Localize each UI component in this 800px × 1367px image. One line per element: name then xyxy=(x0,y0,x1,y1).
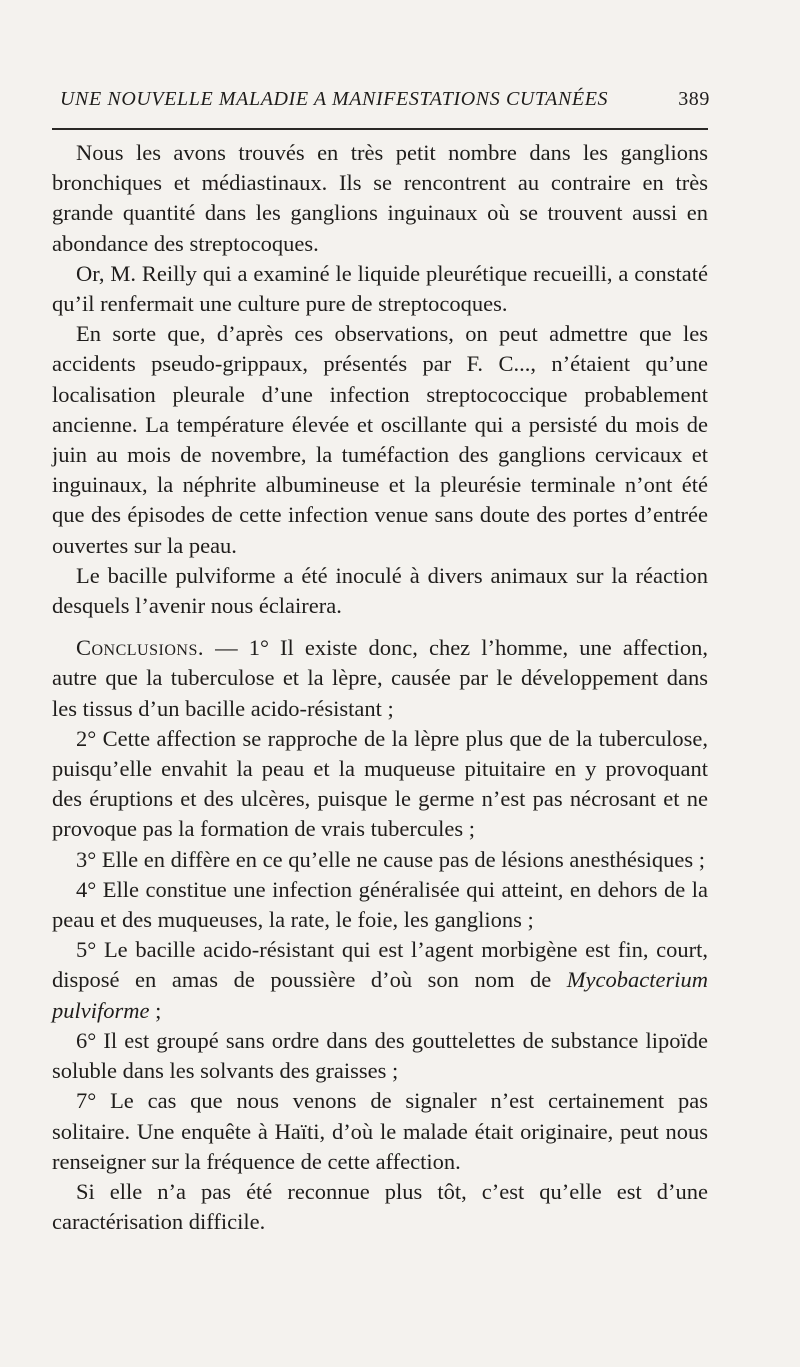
conclusion-item-5 xyxy=(52,935,708,1026)
paragraph: Le bacille pulviforme a été inoculé à divers animaux sur la réaction desquels l’avenir nous éclairera. xyxy=(52,562,708,619)
conclusion-item-7: 7° Le cas que nous venons de signaler n’est certainement pas solitaire. Une enquête à Haïti, d’où le malade était originaire, peut nous renseigner sur la fréquence de cette affection. xyxy=(52,1088,708,1174)
conclusion-item-1 xyxy=(52,633,708,724)
running-title: UNE NOUVELLE MALADIE A MANIFESTATIONS CUTANÉES xyxy=(60,88,609,110)
header-rule xyxy=(52,128,708,130)
conclusion-item-2: 2° Cette affection se rapproche de la lèpre plus que de la tuberculose, puisqu’elle envahit la peau et la muqueuse pituitaire en y provoquant des éruptions et des ulcères, puisque le germe n’est pas nécrosant et ne provoque pas la formation de vrais tubercules ; xyxy=(52,725,708,842)
species-name: Mycobacterium pulviforme xyxy=(52,967,708,1023)
conclusion-text: — 1° Il existe donc, chez l’homme, une affection, autre que la tuberculose et la lèpre, causée par le développement dans les tissus d’un bacille acido-résistant ; xyxy=(52,635,708,721)
final-paragraph: Si elle n’a pas été reconnue plus tôt, c’est qu’elle est d’une caractérisation difficile. xyxy=(52,1178,708,1235)
page-number: 389 xyxy=(678,88,710,110)
paragraph: En sorte que, d’après ces observations, on peut admettre que les accidents pseudo-grippaux, présentés par F. C..., n’étaient qu’une localisation pleurale d’une infection streptococcique probablement ancienne. La température élevée et oscillante qui a persisté du mois de juin au mois de novembre, la tuméfaction des ganglions cervicaux et inguinaux, la néphrite albumineuse et la pleurésie terminale n’ont été que des épisodes de cette infection venue sans doute des portes d’entrée ouvertes sur la peau. xyxy=(52,321,708,558)
conclusion-item-6: 6° Il est groupé sans ordre dans des gouttelettes de substance lipoïde soluble dans les solvants des graisses ; xyxy=(52,1027,708,1084)
running-head xyxy=(60,88,710,111)
paragraph: Nous les avons trouvés en très petit nombre dans les ganglions bronchiques et médiastinaux. Ils se rencontrent au contraire en très grande quantité dans les ganglions inguinaux où se trouvent aussi en abondance des streptocoques. xyxy=(52,140,708,256)
paragraph: Or, M. Reilly qui a examiné le liquide pleurétique recueilli, a constaté qu’il renfermait une culture pure de streptocoques. xyxy=(52,260,708,317)
conclusion-text: ; xyxy=(149,997,162,1023)
conclusion-item-3: 3° Elle en diffère en ce qu’elle ne cause pas de lésions anesthésiques ; xyxy=(76,846,705,872)
body-text xyxy=(52,138,708,1237)
conclusion-item-4: 4° Elle constitue une infection généralisée qui atteint, en dehors de la peau et des muqueuses, la rate, le foie, les ganglions ; xyxy=(52,876,708,933)
conclusion-text: 5° Le bacille acido-résistant qui est l’agent morbigène est fin, court, disposé en amas de poussière d’où son nom de xyxy=(52,937,708,993)
conclusions-heading: Conclusions. xyxy=(76,635,204,661)
